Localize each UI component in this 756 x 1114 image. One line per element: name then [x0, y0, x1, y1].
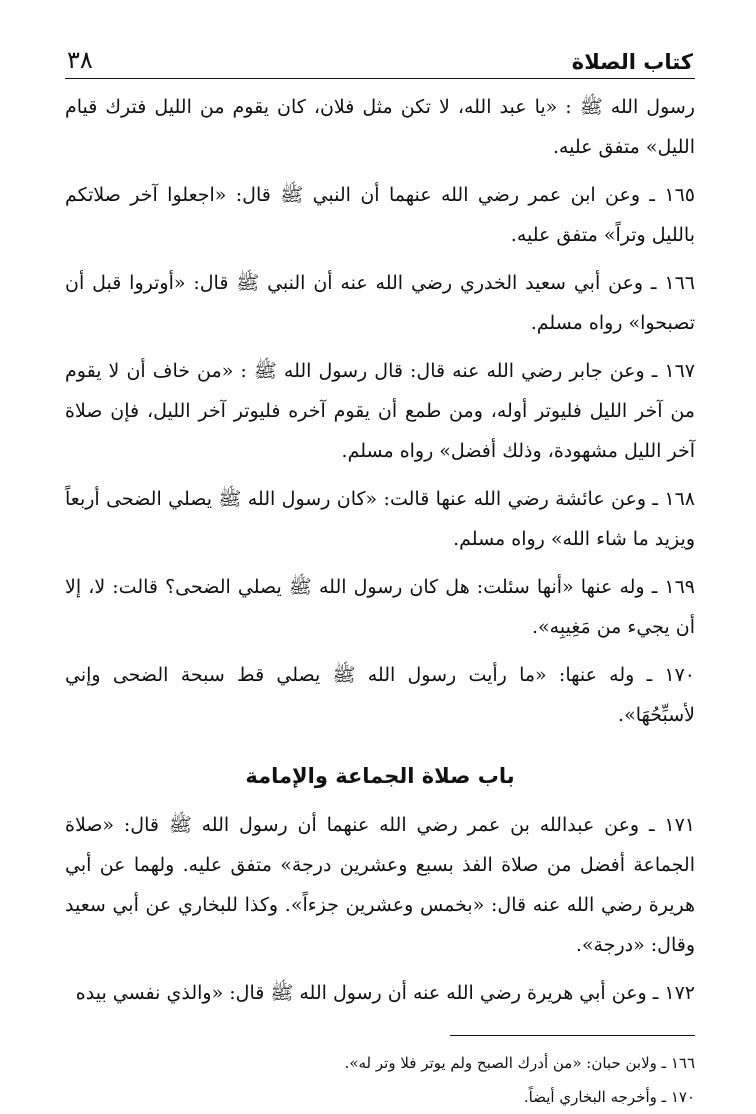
- hadith-paragraph: ١٦٩ ـ وله عنها «أنها سئلت: هل كان رسول الله ﷺ يصلي الضحى؟ قالت: لا، إلا أن يجيء من مَغِيبِه».: [65, 576, 695, 638]
- hadith-paragraph: ١٧٢ ـ وعن أبي هريرة رضي الله عنه أن رسول الله ﷺ قال: «والذي نفسي بيده: [75, 982, 695, 1004]
- hadith-paragraph: ١٦٧ ـ وعن جابر رضي الله عنه قال: قال رسول الله ﷺ : «من خاف أن لا يقوم من آخر الليل فليوتر أوله، ومن طمع أن يقوم آخره فليوتر آخر الليل، فإن صلاة آخر الليل مشهودة، وذلك أفضل» رواه مسلم.: [65, 360, 696, 462]
- book-page: [65, 40, 695, 1114]
- hadith-paragraph: ١٧٠ ـ وله عنها: «ما رأيت رسول الله ﷺ يصلي قط سبحة الضحى وإني لأسبِّحُهَا».: [65, 664, 695, 726]
- page-body: [65, 87, 695, 1114]
- footnote: ١٧٠ ـ وأخرجه البخاري أيضاً.: [523, 1088, 695, 1106]
- page-number: ٣٨: [67, 46, 93, 74]
- hadith-paragraph: ١٦٦ ـ وعن أبي سعيد الخدري رضي الله عنه أن النبي ﷺ قال: «أوتروا قبل أن تصبحوا» رواه مسلم.: [65, 272, 695, 334]
- book-title: كتاب الصلاة: [571, 50, 693, 74]
- hadith-paragraph: ١٦٨ ـ وعن عائشة رضي الله عنها قالت: «كان رسول الله ﷺ يصلي الضحى أربعاً ويزيد ما شاء الله» رواه مسلم.: [65, 488, 695, 550]
- hadith-paragraph: ١٧١ ـ وعن عبدالله بن عمر رضي الله عنهما أن رسول الله ﷺ قال: «صلاة الجماعة أفضل من صلاة الفذ بسبع وعشرين درجة» متفق عليه. ولهما عن أبي هريرة رضي الله عنه قال: «بخمس وعشرين جزءاً». وكذا للبخاري عن أبي سعيد وقال: «درجة».: [65, 814, 695, 956]
- footnote: ١٦٦ ـ ولابن حبان: «من أدرك الصبح ولم يوتر فلا وتر له».: [344, 1054, 695, 1072]
- hadith-paragraph: رسول الله ﷺ : «يا عبد الله، لا تكن مثل فلان، كان يقوم من الليل فترك قيام الليل» متفق عليه.: [65, 96, 695, 158]
- page-header: [65, 40, 695, 79]
- footnote-divider: [450, 1035, 695, 1036]
- section-title: باب صلاة الجماعة والإمامة: [245, 764, 515, 788]
- hadith-paragraph: ١٦٥ ـ وعن ابن عمر رضي الله عنهما أن النبي ﷺ قال: «اجعلوا آخر صلاتكم بالليل وتراً» متفق عليه.: [65, 184, 695, 246]
